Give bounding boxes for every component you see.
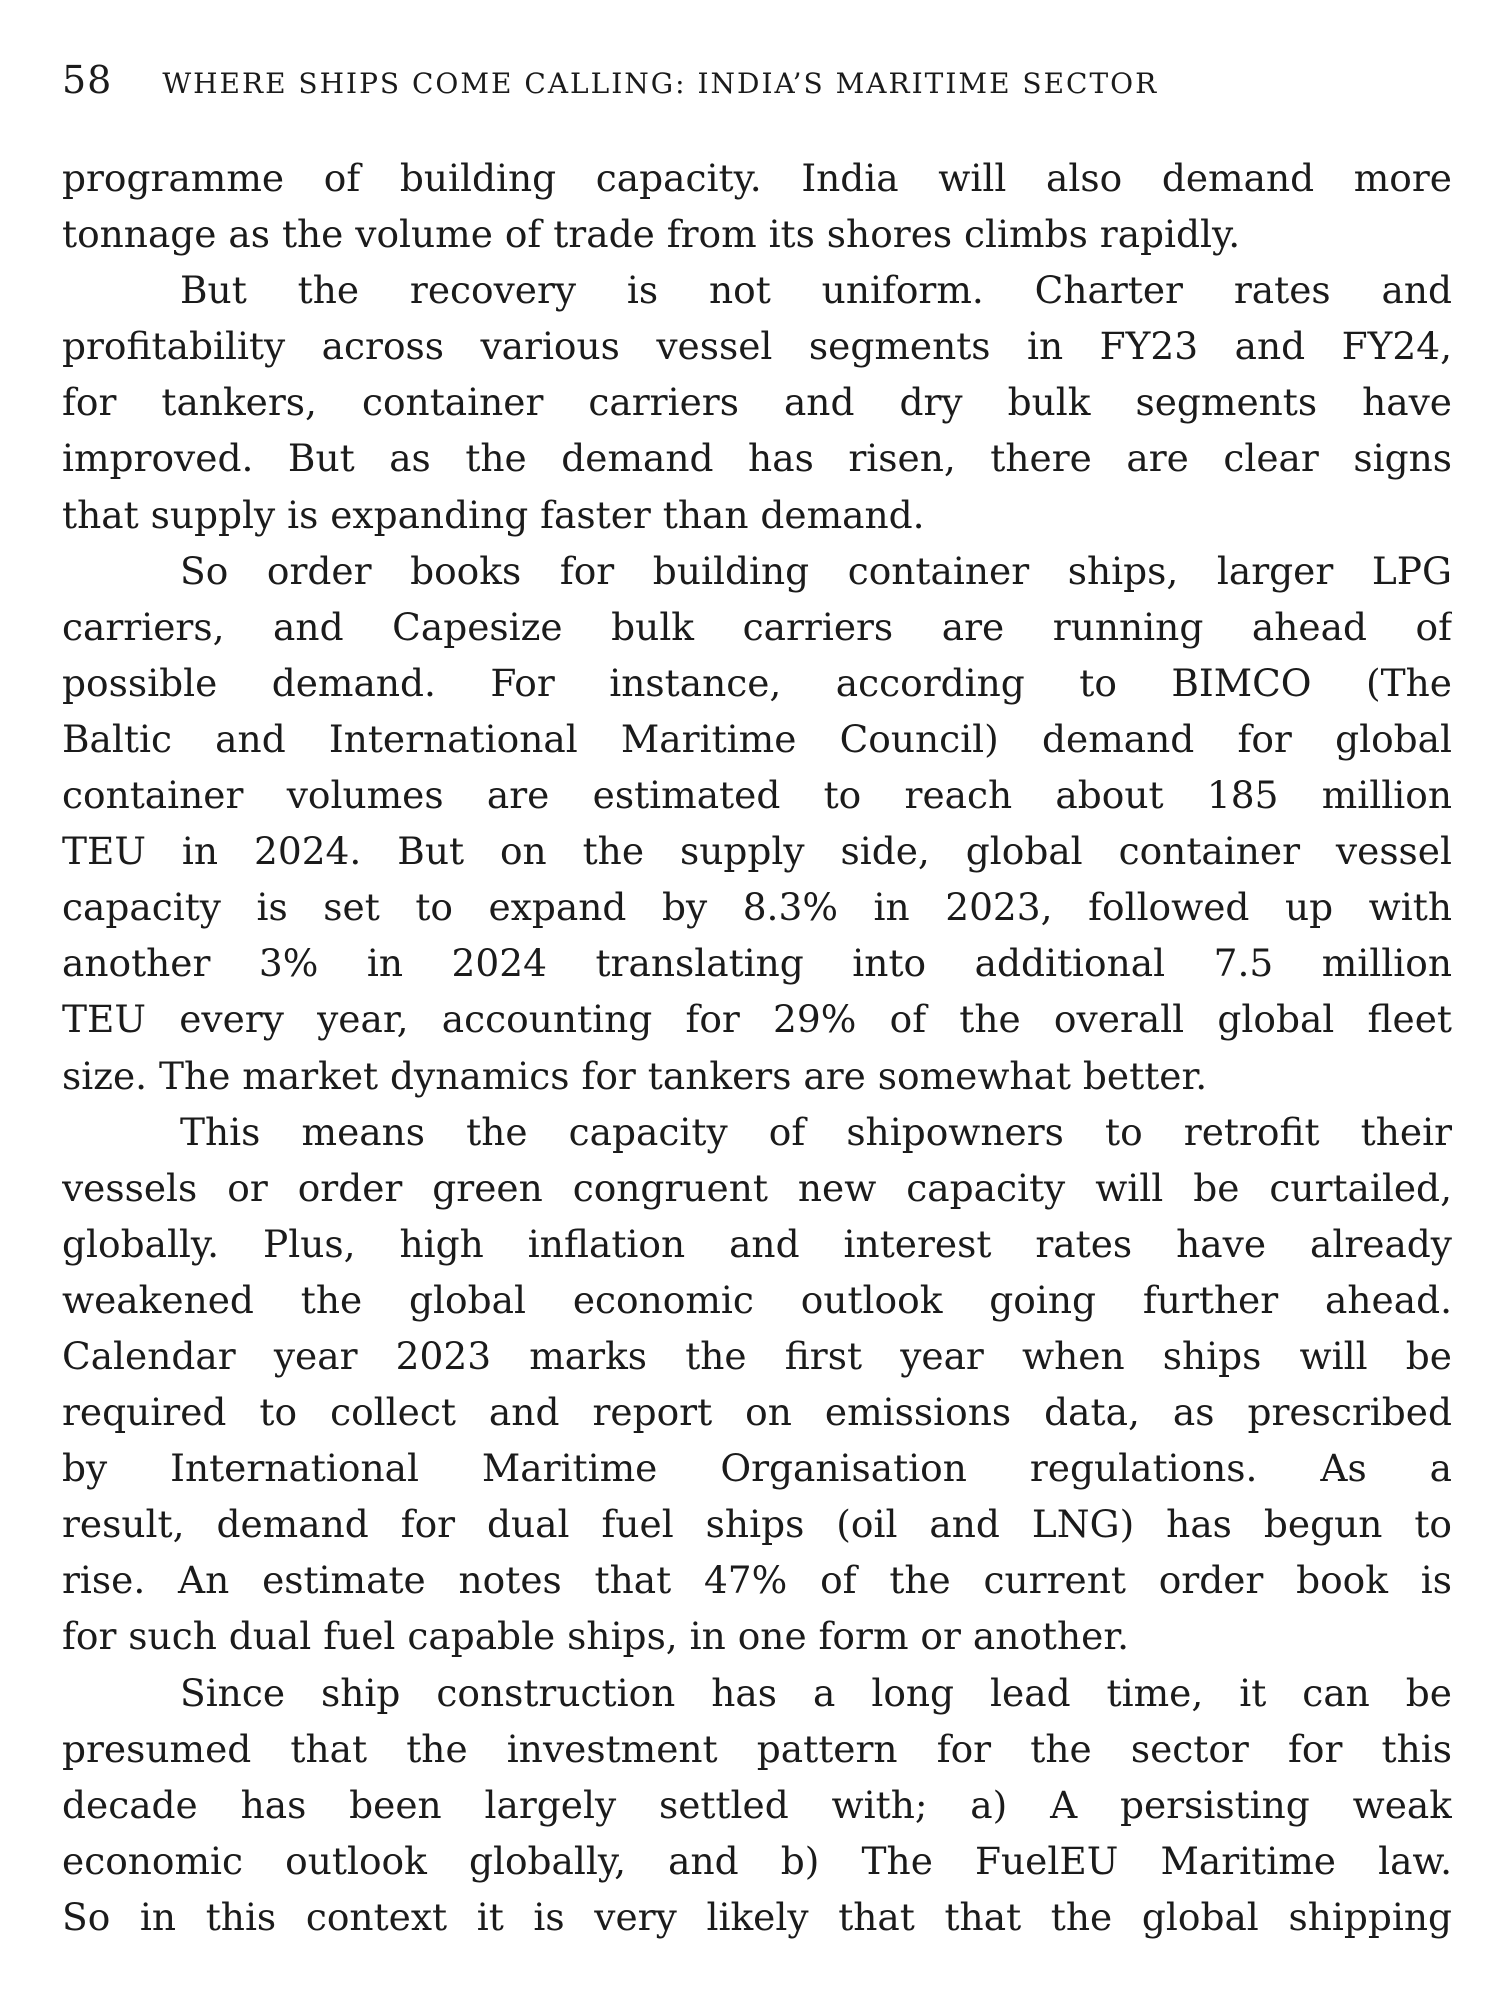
text-line: capacity is set to expand by 8.3% in 2023, followed up with	[62, 885, 1452, 930]
text-line: for such dual fuel capable ships, in one form or another.	[62, 1614, 1130, 1659]
page-number: 58	[62, 58, 113, 102]
text-line: size. The market dynamics for tankers are somewhat better.	[62, 1053, 1208, 1098]
body-text	[62, 150, 1452, 1945]
text-line: another 3% in 2024 translating into additional 7.5 million	[62, 941, 1452, 986]
text-line: weakened the global economic outlook going further ahead.	[62, 1277, 1452, 1322]
text-line: rise. An estimate notes that 47% of the current order book is	[62, 1558, 1452, 1603]
text-line: for tankers, container carriers and dry bulk segments have	[62, 380, 1452, 425]
text-line: required to collect and report on emissions data, as prescribed	[62, 1390, 1452, 1435]
text-line: Calendar year 2023 marks the first year when ships will be	[62, 1333, 1452, 1378]
text-line: by International Maritime Organisation regulations. As a	[62, 1446, 1452, 1491]
text-line: So order books for building container ships, larger LPG	[180, 548, 1452, 593]
text-line: tonnage as the volume of trade from its shores climbs rapidly.	[62, 212, 1241, 257]
text-line: that supply is expanding faster than demand.	[62, 492, 925, 537]
text-line: economic outlook globally, and b) The FuelEU Maritime law.	[62, 1838, 1452, 1883]
text-line: container volumes are estimated to reach about 185 million	[62, 773, 1452, 818]
running-head	[62, 58, 1442, 108]
text-line: This means the capacity of shipowners to retrofit their	[180, 1109, 1452, 1154]
text-line: programme of building capacity. India will also demand more	[62, 156, 1452, 200]
text-line: Baltic and International Maritime Council) demand for global	[62, 716, 1452, 761]
text-line: So in this context it is very likely that that the global shipping	[62, 1894, 1452, 1939]
text-line: profitability across various vessel segments in FY23 and FY24,	[62, 324, 1452, 369]
text-line: decade has been largely settled with; a) A persisting weak	[62, 1782, 1452, 1827]
text-line: presumed that the investment pattern for the sector for this	[62, 1726, 1452, 1771]
text-line: result, demand for dual fuel ships (oil and LNG) has begun to	[62, 1502, 1452, 1547]
text-line: possible demand. For instance, according to BIMCO (The	[62, 660, 1452, 705]
text-line: globally. Plus, high inflation and interest rates have already	[62, 1221, 1452, 1266]
running-head-title: WHERE SHIPS COME CALLING: INDIA’S MARITIME SECTOR	[162, 67, 1159, 100]
text-line: But the recovery is not uniform. Charter rates and	[180, 268, 1452, 313]
text-line: Since ship construction has a long lead time, it can be	[180, 1670, 1452, 1715]
text-line: TEU in 2024. But on the supply side, global container vessel	[62, 829, 1452, 874]
text-line: TEU every year, accounting for 29% of the overall global fleet	[62, 997, 1452, 1042]
text-line: improved. But as the demand has risen, there are clear signs	[62, 436, 1452, 481]
text-line: carriers, and Capesize bulk carriers are running ahead of	[62, 604, 1452, 649]
text-line: vessels or order green congruent new capacity will be curtailed,	[62, 1165, 1452, 1210]
